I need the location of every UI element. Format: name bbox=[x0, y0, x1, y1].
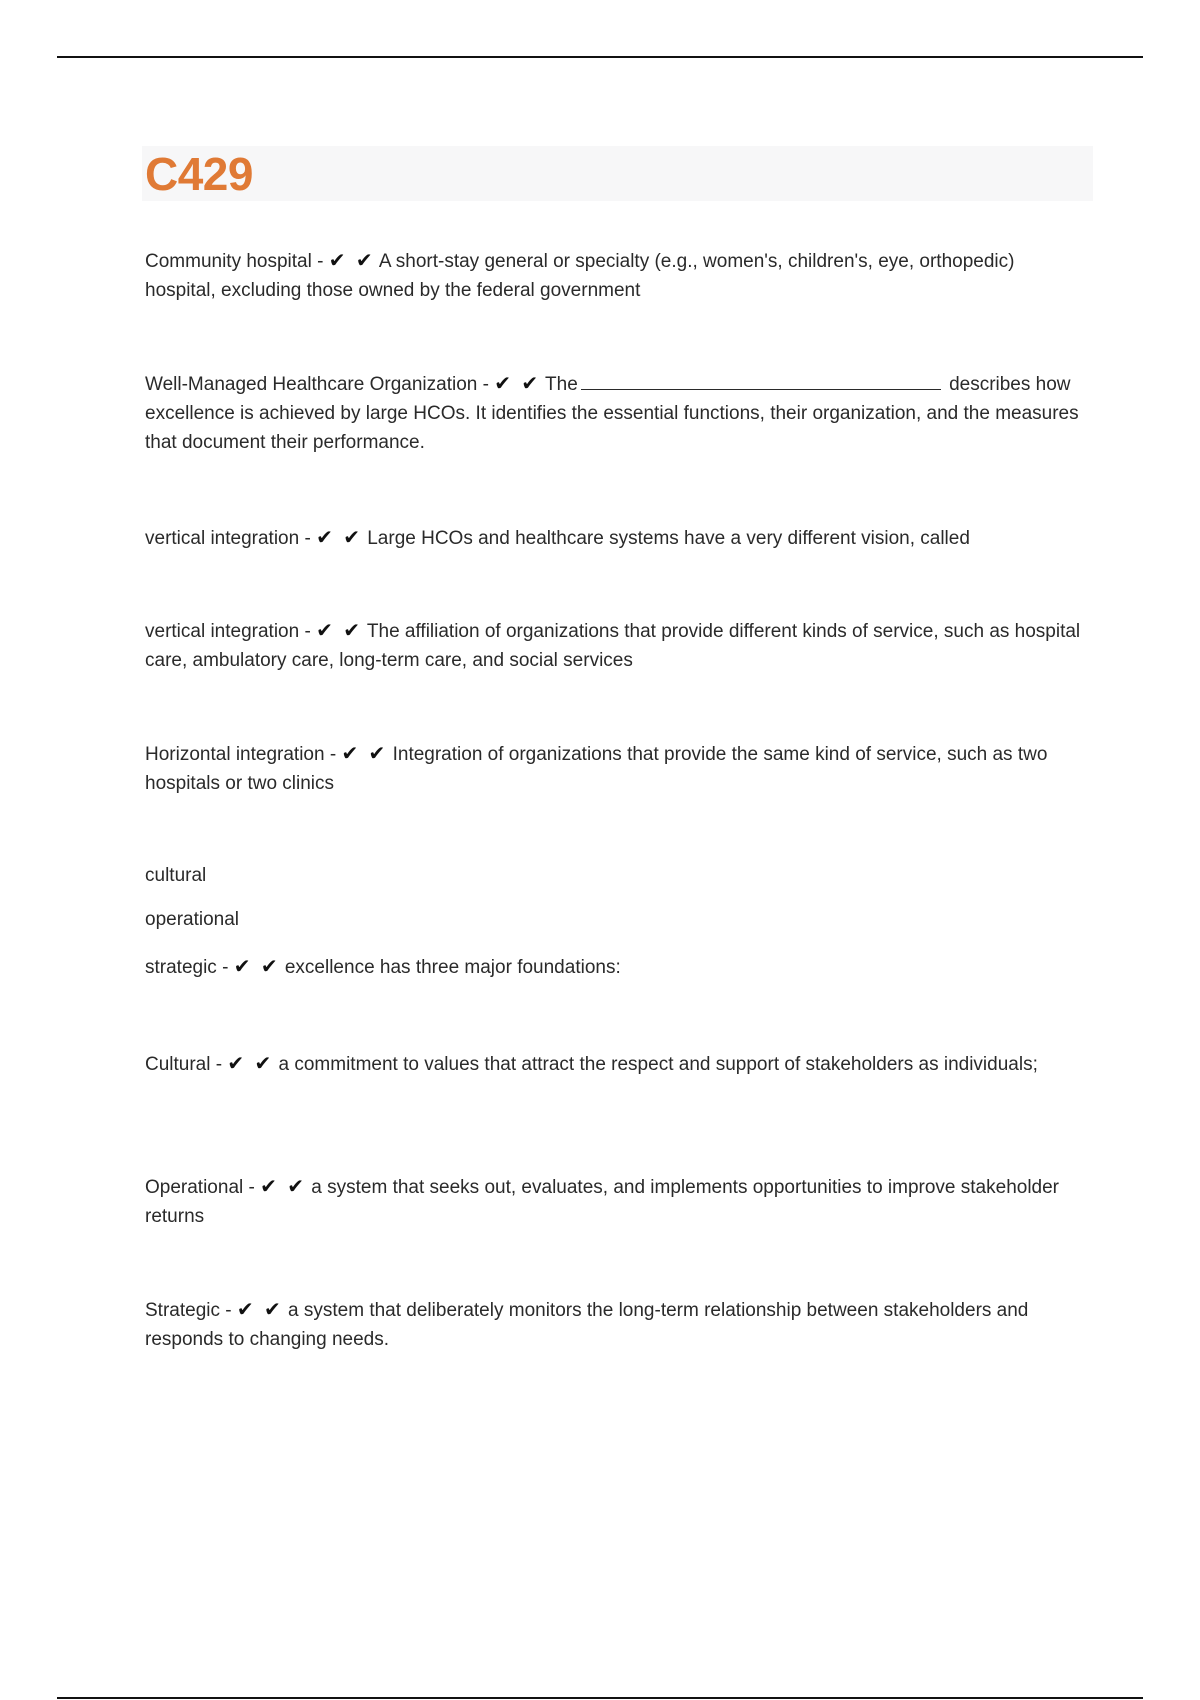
flashcard-entry bbox=[145, 523, 1090, 553]
term: vertical integration - bbox=[145, 621, 311, 642]
flashcard-entry bbox=[145, 1295, 1090, 1354]
entry-text bbox=[145, 369, 1090, 457]
definition: a system that deliberately monitors the long-term relationship between stakeholders and responds to changing needs. bbox=[145, 1300, 1029, 1350]
definition: excellence has three major foundations: bbox=[284, 957, 621, 978]
entry-text bbox=[145, 246, 1090, 305]
term: Horizontal integration - bbox=[145, 744, 337, 765]
term: strategic - bbox=[145, 957, 229, 978]
term: Strategic - bbox=[145, 1300, 232, 1321]
term: Well-Managed Healthcare Organization - bbox=[145, 374, 489, 395]
flashcard-entry bbox=[145, 1172, 1090, 1231]
entry-text bbox=[145, 739, 1090, 798]
flashcard-entry bbox=[145, 1049, 1090, 1079]
double-check-icon: ✔ ✔ bbox=[494, 371, 541, 395]
fill-in-blank-line bbox=[581, 373, 941, 390]
term-line: cultural bbox=[145, 865, 207, 886]
double-check-icon: ✔ ✔ bbox=[316, 525, 362, 549]
flashcard-entry bbox=[145, 369, 1090, 457]
term: vertical integration - bbox=[145, 528, 311, 549]
title-band bbox=[142, 146, 1093, 201]
flashcard-entry bbox=[145, 739, 1090, 798]
definition-start: The bbox=[545, 374, 578, 395]
flashcard-entry bbox=[145, 616, 1090, 675]
entry-text bbox=[145, 523, 1090, 553]
term: Community hospital - bbox=[145, 251, 324, 272]
flashcard-entry bbox=[145, 246, 1090, 305]
double-check-icon: ✔ ✔ bbox=[227, 1051, 274, 1075]
footer-rule bbox=[57, 1697, 1143, 1699]
term: Operational - bbox=[145, 1177, 255, 1198]
flashcard-entry-foundations bbox=[145, 861, 1090, 982]
entry-text bbox=[145, 952, 1090, 982]
double-check-icon: ✔ ✔ bbox=[233, 954, 280, 978]
definition-end: describes how excellence is achieved by large HCOs. It identifies the essential functions, their organization, and the measures that document their performance. bbox=[145, 374, 1079, 453]
double-check-icon: ✔ ✔ bbox=[260, 1174, 306, 1198]
definition: a commitment to values that attract the respect and support of stakeholders as individuals; bbox=[278, 1054, 1038, 1075]
definition: Integration of organizations that provide the same kind of service, such as two hospitals or two clinics bbox=[145, 744, 1048, 794]
double-check-icon: ✔ ✔ bbox=[341, 741, 388, 765]
term-line: operational bbox=[145, 909, 240, 930]
double-check-icon: ✔ ✔ bbox=[236, 1297, 283, 1321]
double-check-icon: ✔ ✔ bbox=[316, 618, 362, 642]
term: Cultural - bbox=[145, 1054, 223, 1075]
entry-text bbox=[145, 616, 1090, 675]
definition: Large HCOs and healthcare systems have a very different vision, called bbox=[367, 528, 970, 549]
entry-text bbox=[145, 1172, 1090, 1231]
document-title: C429 bbox=[145, 148, 253, 200]
entry-text bbox=[145, 1295, 1090, 1354]
definition: A short-stay general or specialty (e.g., women's, children's, eye, orthopedic) hospital, excluding those owned by the federal government bbox=[145, 251, 1015, 301]
header-rule bbox=[57, 56, 1143, 58]
entry-text bbox=[145, 1049, 1090, 1079]
definition: a system that seeks out, evaluates, and implements opportunities to improve stakeholder returns bbox=[145, 1177, 1060, 1227]
double-check-icon: ✔ ✔ bbox=[328, 248, 375, 272]
definition: The affiliation of organizations that provide different kinds of service, such as hospital care, ambulatory care, long-term care, and social services bbox=[145, 621, 1081, 671]
